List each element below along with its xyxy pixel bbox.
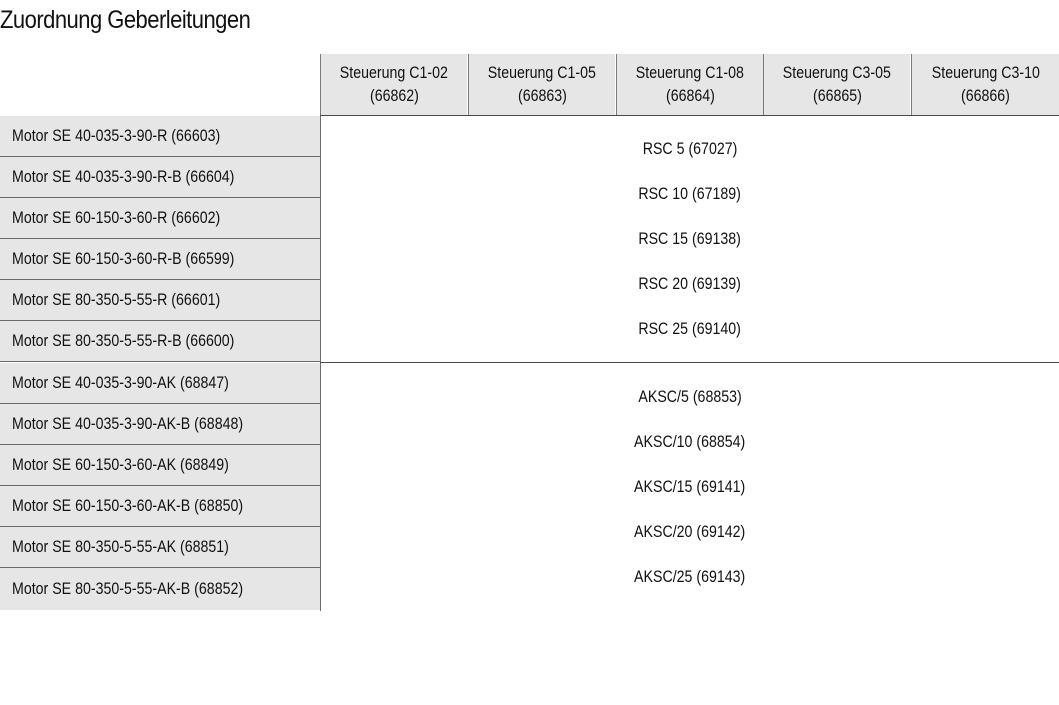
column-header-c1-02 <box>320 54 467 116</box>
column-header-c1-05 <box>468 54 615 116</box>
motor-label: Motor SE 40-035-3-90-R (66603) <box>12 126 221 145</box>
column-header-name: Steuerung C1-02 <box>339 64 449 82</box>
column-header-code: (66864) <box>665 87 715 105</box>
cable-item <box>635 127 745 172</box>
motor-row <box>0 116 320 157</box>
cable-label: RSC 10 (67189) <box>638 185 742 203</box>
motor-row <box>0 157 320 198</box>
cable-item <box>630 307 749 352</box>
motor-label: Motor SE 60-150-3-60-AK (68849) <box>12 455 229 474</box>
motor-row <box>0 321 320 362</box>
cable-label: RSC 20 (69139) <box>638 275 742 293</box>
cable-item <box>625 465 754 510</box>
cable-item <box>630 262 749 307</box>
cable-label: AKSC/25 (69143) <box>634 568 746 586</box>
column-header-c3-05 <box>763 54 910 116</box>
motor-label: Motor SE 80-350-5-55-R-B (66600) <box>12 331 235 350</box>
column-header-c1-08 <box>616 54 763 116</box>
motor-row <box>0 280 320 321</box>
motor-label: Motor SE 80-350-5-55-AK-B (68852) <box>12 579 244 598</box>
cable-label: RSC 25 (69140) <box>638 320 742 338</box>
cable-item <box>630 217 749 262</box>
motor-row <box>0 363 320 404</box>
column-header-name: Steuerung C3-05 <box>782 64 892 82</box>
header-divider <box>320 115 1059 116</box>
cable-item <box>630 375 750 420</box>
cable-item <box>625 510 754 555</box>
motor-row <box>0 568 320 610</box>
cable-label: AKSC/15 (69141) <box>634 478 746 496</box>
cable-label: AKSC/10 (68854) <box>634 433 746 451</box>
group-divider <box>320 362 1059 363</box>
column-header-code: (66863) <box>517 87 567 105</box>
cable-item <box>625 555 754 600</box>
column-header-c3-10 <box>911 54 1059 116</box>
motor-label: Motor SE 40-035-3-90-R-B (66604) <box>12 167 235 186</box>
motor-row <box>0 404 320 445</box>
motor-row <box>0 445 320 486</box>
motor-label: Motor SE 60-150-3-60-R-B (66599) <box>12 249 235 268</box>
page-title: Zuordnung Geberleitungen <box>0 6 251 34</box>
cable-item <box>625 420 754 465</box>
motor-label: Motor SE 60-150-3-60-AK-B (68850) <box>12 496 244 515</box>
motor-label: Motor SE 80-350-5-55-AK (68851) <box>12 537 229 556</box>
cable-item <box>630 172 749 217</box>
motor-label: Motor SE 40-035-3-90-AK-B (68848) <box>12 414 244 433</box>
motor-label: Motor SE 60-150-3-60-R (66602) <box>12 208 221 227</box>
motor-label: Motor SE 80-350-5-55-R (66601) <box>12 290 221 309</box>
motor-row <box>0 198 320 239</box>
cable-label: RSC 15 (69138) <box>638 230 742 248</box>
motor-row <box>0 486 320 527</box>
column-header-name: Steuerung C1-05 <box>487 64 597 82</box>
cable-label: AKSC/20 (69142) <box>634 523 746 541</box>
motor-row <box>0 527 320 568</box>
cable-group-aksc <box>321 375 1059 600</box>
motor-row <box>0 239 320 280</box>
column-header-code: (66865) <box>812 87 862 105</box>
cable-label: RSC 5 (67027) <box>642 140 738 158</box>
column-header-name: Steuerung C3-10 <box>931 64 1040 82</box>
cable-group-rsc <box>321 127 1059 352</box>
column-header-name: Steuerung C1-08 <box>635 64 745 82</box>
cable-label: AKSC/5 (68853) <box>638 388 742 406</box>
column-header-code: (66866) <box>961 87 1010 105</box>
column-header-code: (66862) <box>369 87 419 105</box>
motor-label: Motor SE 40-035-3-90-AK (68847) <box>12 373 229 392</box>
